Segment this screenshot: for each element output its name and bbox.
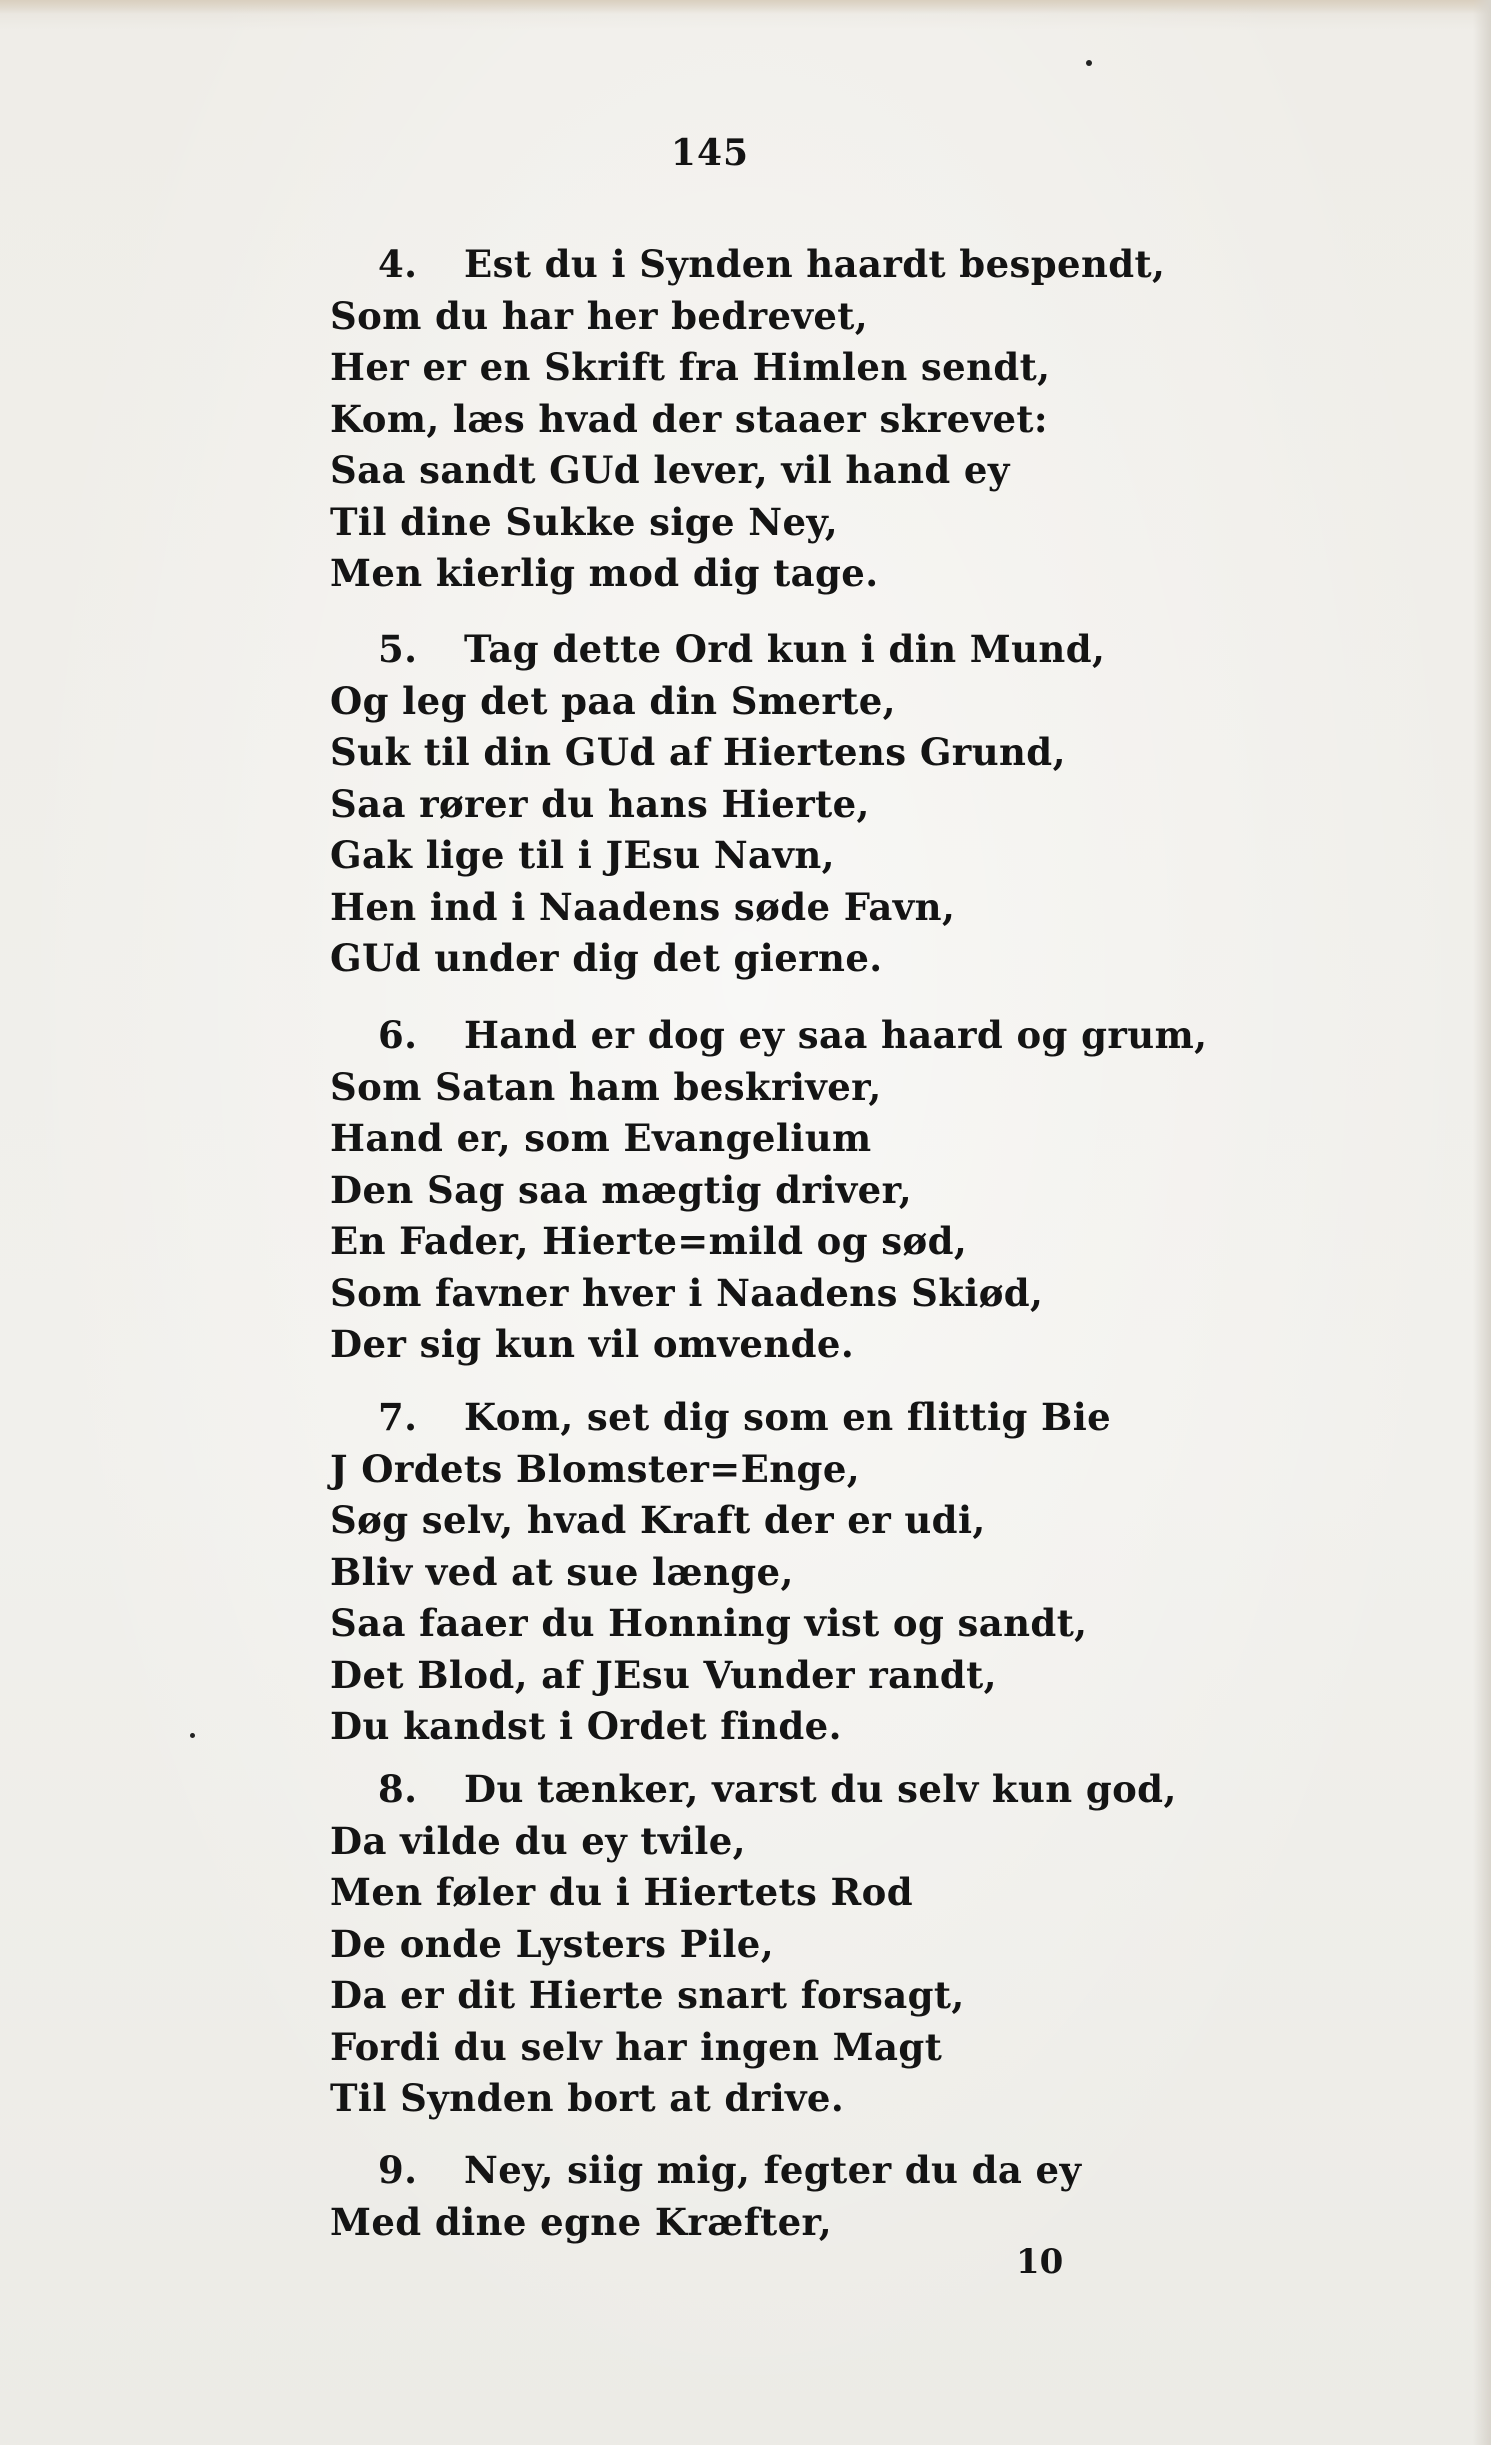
verse-line-text: Søg selv, hvad Kraft der er udi, bbox=[330, 1498, 986, 1542]
verse-line-text: GUd under dig det gierne. bbox=[330, 936, 883, 980]
verse-line bbox=[330, 1601, 1087, 1645]
verse-line-text: Hen ind i Naadens søde Favn, bbox=[330, 884, 956, 929]
verse-line-text: Til dine Sukke sige Ney, bbox=[330, 499, 839, 544]
verse-line bbox=[330, 1973, 965, 2017]
verse-line bbox=[330, 2025, 942, 2069]
verse-line-text: Til Synden bort at drive. bbox=[330, 2076, 845, 2120]
verse-line bbox=[378, 1013, 1207, 1057]
verse-number: 6. bbox=[378, 1013, 418, 1057]
verse-line-text: Saa sandt GUd lever, vil hand ey bbox=[330, 448, 1010, 492]
verse-line bbox=[330, 782, 870, 826]
verse-line bbox=[330, 448, 1010, 492]
verse-line-text: Saa rører du hans Hierte, bbox=[330, 781, 870, 826]
verse-line bbox=[330, 551, 879, 595]
verse-line-text: En Fader, Hierte=mild og sød, bbox=[330, 1219, 968, 1263]
verse-line-text: Tag dette Ord kun i din Mund, bbox=[464, 627, 1106, 671]
verse-line-text: Hand er, som Evangelium bbox=[330, 1116, 872, 1160]
verse-number: 5. bbox=[378, 627, 418, 671]
ink-speck bbox=[190, 1733, 195, 1738]
signature-mark: 10 bbox=[1016, 2242, 1064, 2282]
verse-line bbox=[378, 242, 1165, 286]
verse-line-text: Her er en Skrift fra Himlen sendt, bbox=[330, 345, 1051, 389]
verse-line bbox=[330, 1870, 913, 1914]
verse-line-text: Gak lige til i JEsu Navn, bbox=[330, 833, 835, 877]
verse-line bbox=[330, 1704, 842, 1748]
verse-line-text: Men føler du i Hiertets Rod bbox=[330, 1870, 914, 1914]
verse-line bbox=[378, 1767, 1177, 1811]
ink-speck bbox=[1086, 60, 1092, 66]
verse-number: 4. bbox=[378, 242, 418, 286]
verse-line bbox=[330, 1447, 860, 1491]
verse-line-text: Som du har her bedrevet, bbox=[330, 293, 869, 338]
verse-line bbox=[330, 2076, 844, 2120]
verse-line-text: Suk til din GUd af Hiertens Grund, bbox=[330, 730, 1066, 774]
verse-line-text: Da vilde du ey tvile, bbox=[330, 1818, 746, 1863]
verse-line bbox=[330, 1065, 882, 1109]
verse-line-text: Ney, siig mig, fegter du da ey bbox=[464, 2148, 1082, 2192]
verse-line bbox=[330, 1922, 774, 1966]
verse-line-text: Saa faaer du Honning vist og sandt, bbox=[330, 1601, 1088, 1645]
verse-line bbox=[330, 1819, 746, 1863]
verse-line bbox=[330, 1168, 912, 1212]
verse-line-text: Og leg det paa din Smerte, bbox=[330, 678, 896, 723]
verse-line bbox=[378, 2148, 1081, 2192]
verse-line-text: Den Sag saa mægtig driver, bbox=[330, 1167, 913, 1212]
verse-line-text: Det Blod, af JEsu Vunder randt, bbox=[330, 1652, 997, 1697]
verse-line bbox=[330, 1322, 854, 1366]
verse-line bbox=[378, 627, 1105, 671]
verse-number: 9. bbox=[378, 2148, 418, 2192]
verse-line-text: Men kierlig mod dig tage. bbox=[330, 551, 879, 595]
verse-number: 7. bbox=[378, 1395, 418, 1439]
verse-line-text: Med dine egne Kræfter, bbox=[330, 2199, 832, 2244]
verse-line-text: Fordi du selv har ingen Magt bbox=[330, 2024, 943, 2069]
verse-line bbox=[330, 936, 883, 980]
verse-line bbox=[330, 1653, 997, 1697]
verse-line-text: Kom, læs hvad der staaer skrevet: bbox=[330, 396, 1048, 441]
verse-line bbox=[330, 1219, 967, 1263]
verse-line-text: Du kandst i Ordet finde. bbox=[330, 1704, 842, 1748]
verse-line bbox=[330, 730, 1066, 774]
verse-line bbox=[330, 397, 1048, 441]
verse-line-text: Da er dit Hierte snart forsagt, bbox=[330, 1973, 965, 2017]
verse-line bbox=[330, 1116, 872, 1160]
verse-line bbox=[330, 500, 838, 544]
verse-line bbox=[330, 833, 835, 877]
verse-line bbox=[330, 1550, 794, 1594]
verse-line bbox=[330, 679, 896, 723]
verse-line bbox=[330, 2200, 832, 2244]
verse-line bbox=[330, 294, 868, 338]
page-number: 145 bbox=[670, 132, 750, 174]
verse-line bbox=[330, 1498, 986, 1542]
verse-line-text: Hand er dog ey saa haard og grum, bbox=[464, 1013, 1208, 1057]
verse-line-text: Du tænker, varst du selv kun god, bbox=[464, 1767, 1177, 1811]
verse-line-text: Som Satan ham beskriver, bbox=[330, 1064, 882, 1109]
verse-line bbox=[330, 345, 1050, 389]
verse-line bbox=[330, 1271, 1043, 1315]
verse-line-text: Est du i Synden haardt bespendt, bbox=[464, 242, 1166, 286]
verse-line bbox=[378, 1395, 1111, 1439]
verse-line-text: Som favner hver i Naadens Skiød, bbox=[330, 1270, 1044, 1315]
verse-line bbox=[330, 885, 955, 929]
verse-line-text: De onde Lysters Pile, bbox=[330, 1921, 774, 1966]
verse-line-text: Der sig kun vil omvende. bbox=[330, 1322, 855, 1366]
verse-line-text: Bliv ved at sue længe, bbox=[330, 1549, 794, 1594]
verse-line-text: J Ordets Blomster=Enge, bbox=[330, 1446, 861, 1491]
verse-line-text: Kom, set dig som en flittig Bie bbox=[464, 1395, 1112, 1439]
verse-number: 8. bbox=[378, 1767, 418, 1811]
